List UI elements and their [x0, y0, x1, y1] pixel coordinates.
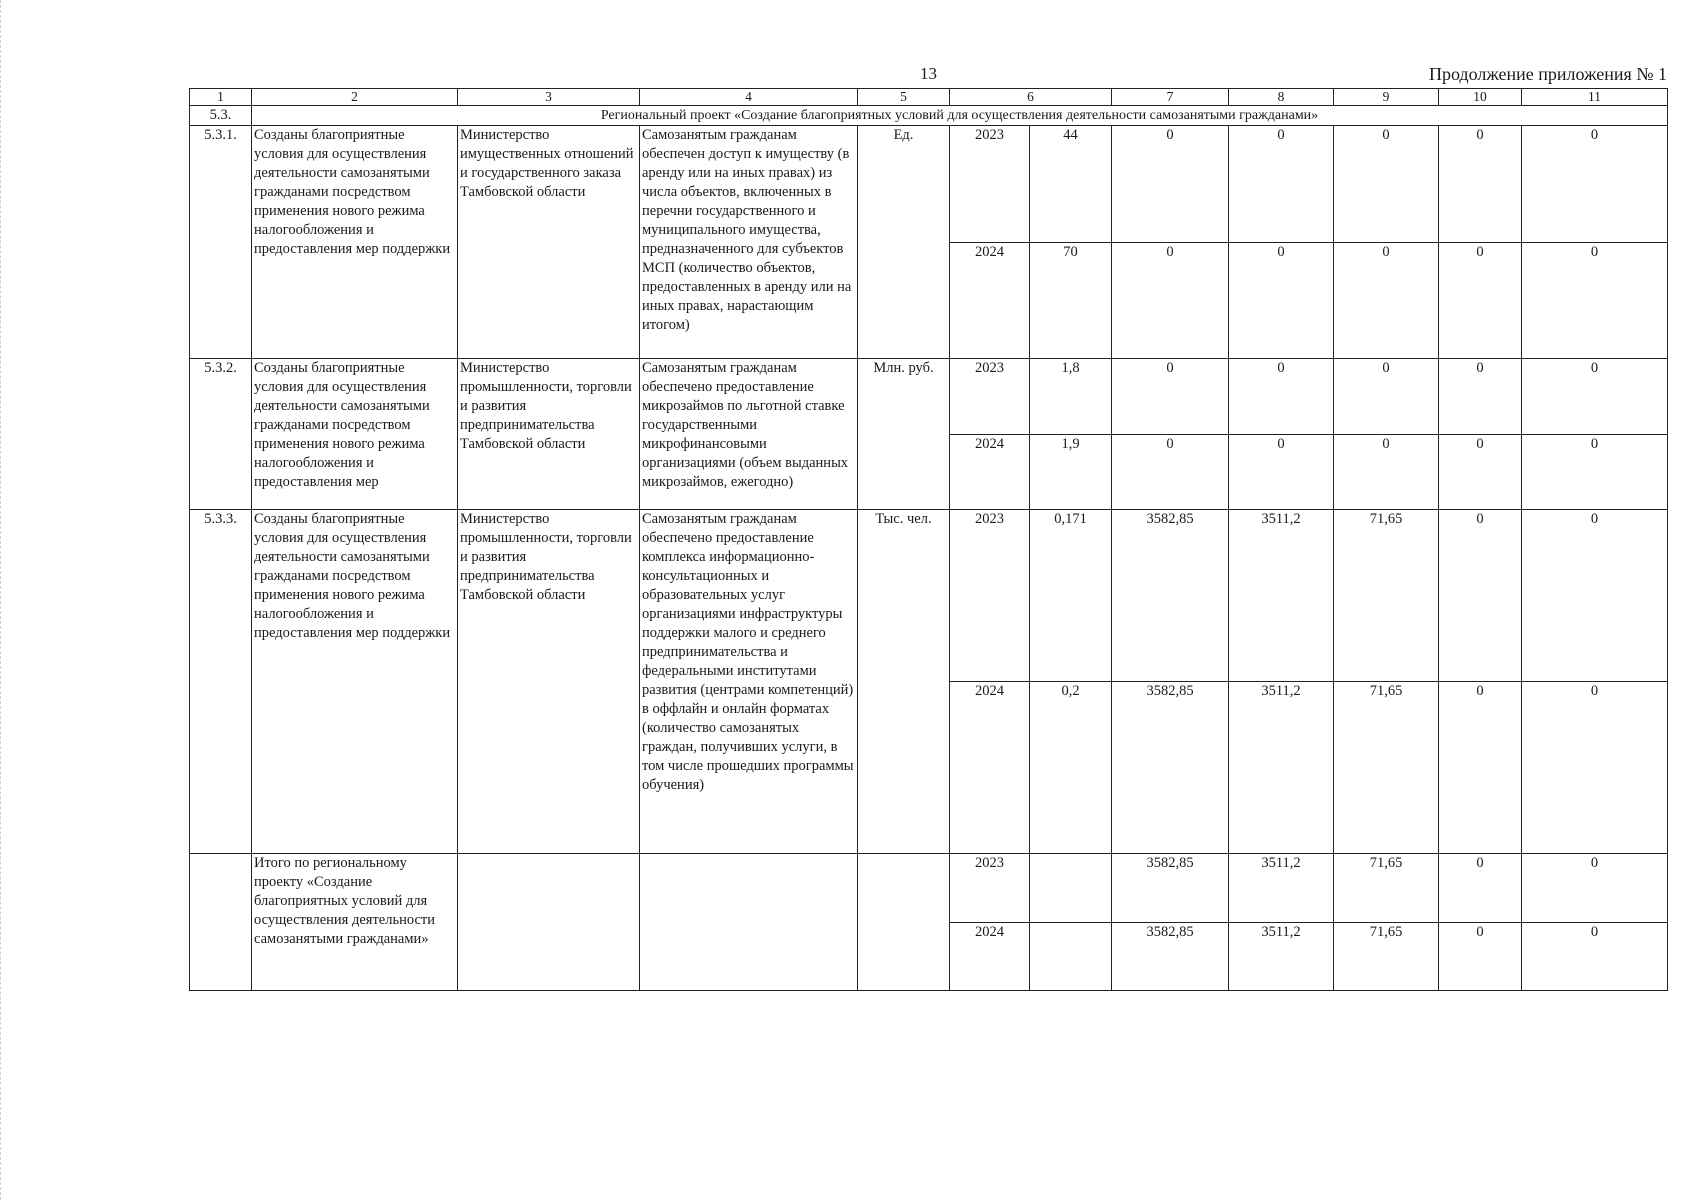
value-cell: 0: [1112, 359, 1229, 435]
value-cell: 0: [1522, 359, 1668, 435]
value-cell: 44: [1030, 126, 1112, 243]
value-cell: 0: [1522, 510, 1668, 682]
value-cell: 3582,85: [1112, 682, 1229, 854]
row-number: 5.3.3.: [190, 510, 252, 854]
value-cell: 0: [1439, 242, 1522, 359]
empty-cell: [458, 854, 640, 991]
column-header: 9: [1334, 89, 1439, 106]
unit-cell: Тыс. чел.: [858, 510, 950, 854]
value-cell: 3582,85: [1112, 510, 1229, 682]
year-cell: 2023: [950, 510, 1030, 682]
value-cell: 1,8: [1030, 359, 1112, 435]
year-cell: 2024: [950, 434, 1030, 510]
empty-cell: [640, 854, 858, 991]
value-cell: 0: [1334, 126, 1439, 243]
column-header: 8: [1229, 89, 1334, 106]
result-cell: Созданы благоприятные условия для осуществления деятельности самозанятыми гражданами посредством применения нового режима налогообложения и предоставления мер поддержки: [252, 510, 458, 854]
table-row: [190, 359, 1668, 435]
continuation-label: Продолжение приложения № 1: [1428, 64, 1667, 84]
column-header: 5: [858, 89, 950, 106]
value-cell: 0: [1439, 510, 1522, 682]
value-cell: 0: [1229, 359, 1334, 435]
value-cell: 3511,2: [1229, 510, 1334, 682]
value-cell: 3511,2: [1229, 854, 1334, 923]
value-cell: 0: [1112, 126, 1229, 243]
unit-cell: Ед.: [858, 126, 950, 359]
section-title: Региональный проект «Создание благоприятных условий для осуществления деятельности самозанятыми гражданами»: [252, 106, 1668, 126]
column-number-row: [190, 89, 1668, 106]
column-header: 11: [1522, 89, 1668, 106]
year-cell: 2023: [950, 854, 1030, 923]
table-row: [190, 510, 1668, 682]
value-cell: 0: [1439, 854, 1522, 923]
column-header: 3: [458, 89, 640, 106]
unit-cell: Млн. руб.: [858, 359, 950, 510]
section-row: [190, 106, 1668, 126]
column-header: 10: [1439, 89, 1522, 106]
value-cell: 3582,85: [1112, 854, 1229, 923]
value-cell: [1030, 922, 1112, 991]
value-cell: 71,65: [1334, 854, 1439, 923]
empty-cell: [858, 854, 950, 991]
value-cell: 0: [1439, 682, 1522, 854]
total-label: Итого по региональному проекту «Создание благоприятных условий для осуществления деятельности самозанятыми гражданами»: [252, 854, 458, 991]
year-cell: 2024: [950, 242, 1030, 359]
page-number: 13: [920, 64, 937, 83]
result-cell: Созданы благоприятные условия для осуществления деятельности самозанятыми гражданами посредством применения нового режима налогообложения и предоставления мер поддержки: [252, 126, 458, 359]
value-cell: 0: [1112, 434, 1229, 510]
value-cell: 1,9: [1030, 434, 1112, 510]
value-cell: 0: [1439, 126, 1522, 243]
value-cell: 0: [1334, 434, 1439, 510]
value-cell: 0: [1522, 682, 1668, 854]
year-cell: 2023: [950, 126, 1030, 243]
total-number-cell: [190, 854, 252, 991]
value-cell: 3582,85: [1112, 922, 1229, 991]
indicator-cell: Самозанятым гражданам обеспечен доступ к имуществу (в аренду или на иных правах) из числа объектов, включенных в перечни государственного и муниципального имущества, предназначенного для субъектов МСП (количество объектов, предоставленных в аренду или на иных правах, нарастающим итогом): [640, 126, 858, 359]
value-cell: 0: [1522, 242, 1668, 359]
value-cell: 3511,2: [1229, 682, 1334, 854]
year-cell: 2024: [950, 682, 1030, 854]
value-cell: 0,2: [1030, 682, 1112, 854]
row-number: 5.3.1.: [190, 126, 252, 359]
value-cell: 0: [1439, 359, 1522, 435]
value-cell: 0,171: [1030, 510, 1112, 682]
scan-edge: [0, 0, 5, 1200]
indicator-cell: Самозанятым гражданам обеспечено предоставление микрозаймов по льготной ставке государственными микрофинансовыми организациями (объем выданных микрозаймов, ежегодно): [640, 359, 858, 510]
row-number: 5.3.2.: [190, 359, 252, 510]
section-number: 5.3.: [190, 106, 252, 126]
value-cell: 0: [1439, 434, 1522, 510]
column-header: 7: [1112, 89, 1229, 106]
value-cell: 70: [1030, 242, 1112, 359]
total-row: [190, 854, 1668, 923]
value-cell: 0: [1522, 434, 1668, 510]
indicator-cell: Самозанятым гражданам обеспечено предоставление комплекса информационно-консультационных и образовательных услуг организациями инфраструктуры поддержки малого и среднего предпринимательства и федеральными институтами развития (центрами компетенций) в оффлайн и онлайн форматах (количество самозанятых граждан, получивших услуги, в том числе прошедших программы обучения): [640, 510, 858, 854]
year-cell: 2024: [950, 922, 1030, 991]
column-header: 1: [190, 89, 252, 106]
value-cell: [1030, 854, 1112, 923]
value-cell: 0: [1334, 359, 1439, 435]
value-cell: 0: [1334, 242, 1439, 359]
responsible-cell: Министерство промышленности, торговли и развития предпринимательства Тамбовской области: [458, 359, 640, 510]
appendix-table: [189, 88, 1668, 991]
value-cell: 0: [1439, 922, 1522, 991]
value-cell: 0: [1229, 126, 1334, 243]
result-cell: Созданы благоприятные условия для осуществления деятельности самозанятыми гражданами посредством применения нового режима налогообложения и предоставления мер: [252, 359, 458, 510]
value-cell: 0: [1229, 434, 1334, 510]
column-header: 4: [640, 89, 858, 106]
value-cell: 3511,2: [1229, 922, 1334, 991]
column-header: 6: [950, 89, 1112, 106]
responsible-cell: Министерство имущественных отношений и государственного заказа Тамбовской области: [458, 126, 640, 359]
column-header: 2: [252, 89, 458, 106]
value-cell: 71,65: [1334, 510, 1439, 682]
value-cell: 0: [1522, 922, 1668, 991]
value-cell: 0: [1522, 854, 1668, 923]
value-cell: 71,65: [1334, 922, 1439, 991]
year-cell: 2023: [950, 359, 1030, 435]
value-cell: 0: [1229, 242, 1334, 359]
value-cell: 0: [1522, 126, 1668, 243]
table-row: [190, 126, 1668, 243]
value-cell: 0: [1112, 242, 1229, 359]
value-cell: 71,65: [1334, 682, 1439, 854]
responsible-cell: Министерство промышленности, торговли и развития предпринимательства Тамбовской области: [458, 510, 640, 854]
